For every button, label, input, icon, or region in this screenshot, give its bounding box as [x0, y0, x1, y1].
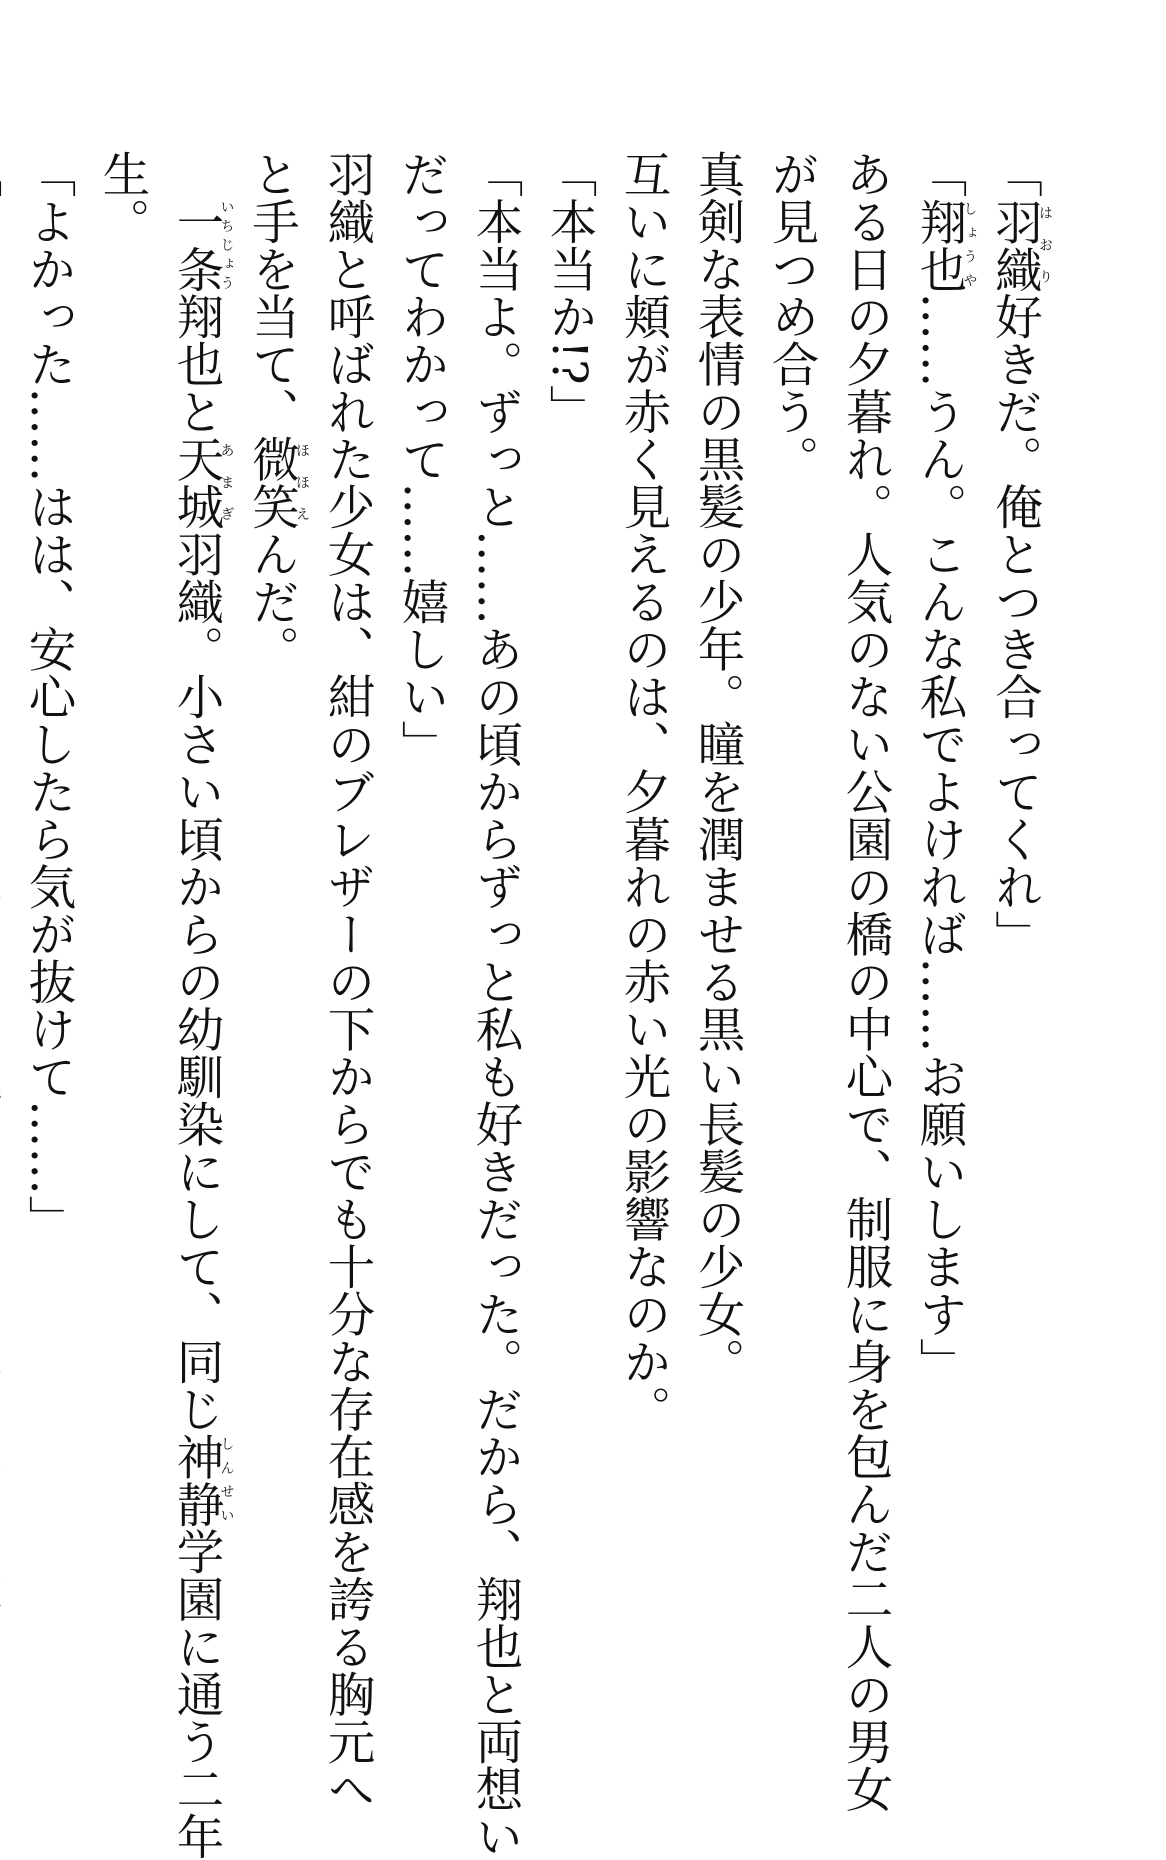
ruby-shinsei: 神静しんせい [168, 1432, 235, 1528]
text-line-2: 「翔也しょうや……うん。こんな私でよければ……お願いします」 [911, 150, 978, 1385]
text-line-1: 「羽織はおり好きだ。俺とつき合ってくれ」 [986, 150, 1053, 958]
text-line-12: 一条いちじょう翔也と天城あまぎ羽織。小さい頃からの幼馴染にして、同じ神静しんせい学園に通う二年 [168, 197, 235, 1860]
ruby-hohoe: 微笑ほほえ [243, 435, 310, 530]
ruby-amagi: 天城あまぎ [168, 435, 235, 530]
text-line-14: 「よかった……はは、安心したら気が抜けて……」 [20, 150, 75, 1243]
ruby-shouya: 翔也しょうや [911, 197, 978, 293]
text-line-9: だってわかって……嬉しい」 [393, 150, 448, 768]
text-line-5: 真剣な表情の黒髪の少年。瞳を潤ませる黒い長髪の少女。 [689, 150, 744, 1385]
ruby-ichijou: 一条いちじょう [168, 197, 235, 293]
text-line-15 [0, 150, 10, 1580]
text-line-10: 羽織と呼ばれた少女は、紺のブレザーの下からでも十分な存在感を誇る胸元へ [319, 150, 374, 1813]
text-line-4: が見つめ合う。 [763, 150, 818, 483]
text-line-7: 「本当か!?」 [541, 150, 596, 433]
text-line-6: 互いに頬が赤く見えるのは、夕暮れの赤い光の影響なのか。 [615, 150, 670, 1433]
text-line-11: と手を当て、微笑ほほえんだ。 [243, 150, 310, 673]
text-line-8: 「本当よ。ずっと……あの頃からずっと私も好きだった。だから、翔也と両想い [467, 150, 522, 1860]
text-line-13: 生。 [94, 150, 149, 245]
vertical-text-body [0, 150, 1053, 1860]
text-line-3: ある日の夕暮れ。人気のない公園の橋の中心で、制服に身を包んだ二人の男女 [837, 150, 892, 1813]
ruby-haori: 羽織はおり [986, 197, 1053, 293]
